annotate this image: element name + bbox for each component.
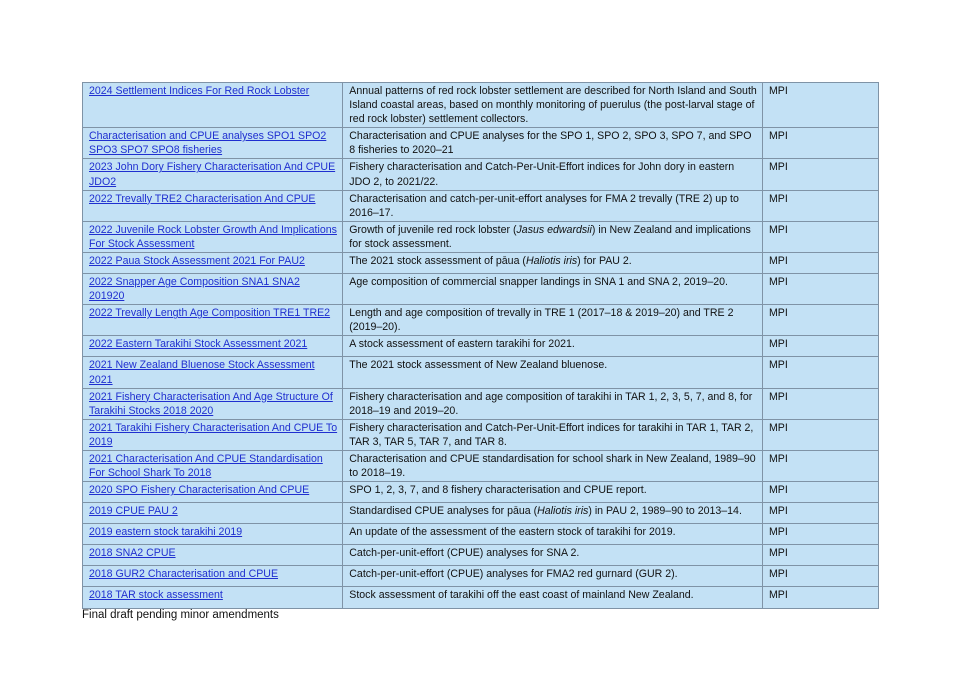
report-link[interactable]: 2022 Paua Stock Assessment 2021 For PAU2 xyxy=(89,255,305,268)
description-text: Fishery characterisation and Catch-Per-Unit-Effort indices for John dory in eastern JDO 2, to 2021/22. xyxy=(349,161,735,188)
report-org-cell: MPI xyxy=(762,388,878,419)
report-org-cell: MPI xyxy=(762,128,878,159)
table-row xyxy=(83,388,879,419)
table-row xyxy=(83,357,879,388)
description-text: Stock assessment of tarakihi off the east coast of mainland New Zealand. xyxy=(349,589,694,602)
report-title-cell xyxy=(83,274,343,305)
report-link[interactable]: 2021 Fishery Characterisation And Age Structure Of Tarakihi Stocks 2018 2020 xyxy=(89,390,333,417)
description-text: Standardised CPUE analyses for pāua ( xyxy=(349,505,538,518)
description-text: Characterisation and CPUE standardisation for school shark in New Zealand, 1989–90 to 2018–19. xyxy=(349,452,756,480)
report-description-cell xyxy=(343,305,763,336)
reports-table xyxy=(82,82,879,609)
description-text: An update of the assessment of the eastern stock of tarakihi for 2019. xyxy=(349,526,676,539)
report-link[interactable]: 2020 SPO Fishery Characterisation And CPUE xyxy=(89,484,310,497)
species-name: Haliotis iris xyxy=(525,255,578,268)
report-org-cell: MPI xyxy=(762,83,878,128)
report-org-cell: MPI xyxy=(762,545,878,566)
report-title-cell xyxy=(83,524,343,545)
table-row xyxy=(83,128,879,159)
report-link[interactable]: 2021 Tarakihi Fishery Characterisation And CPUE To 2019 xyxy=(89,421,338,448)
report-org-cell: MPI xyxy=(762,419,878,450)
table-row xyxy=(83,159,879,190)
report-link[interactable]: 2023 John Dory Fishery Characterisation And CPUE JDO2 xyxy=(89,161,336,188)
description-text: ) in New Zealand and implications for stock assessment. xyxy=(349,223,751,250)
report-description-cell xyxy=(343,253,763,274)
report-title-cell xyxy=(83,357,343,388)
report-description-cell xyxy=(343,388,763,419)
species-name: Haliotis iris xyxy=(537,505,589,518)
table-row xyxy=(83,545,879,566)
description-text: The 2021 stock assessment of pāua ( xyxy=(349,255,526,268)
report-description-cell xyxy=(343,566,763,587)
table-row xyxy=(83,524,879,545)
description-text: Age composition of commercial snapper landings in SNA 1 and SNA 2, 2019–20. xyxy=(349,276,728,289)
description-text: Growth of juvenile red rock lobster ( xyxy=(349,223,517,236)
report-description-cell xyxy=(343,274,763,305)
description-text: Catch-per-unit-effort (CPUE) analyses for FMA2 red gurnard (GUR 2). xyxy=(349,568,678,581)
report-description-cell xyxy=(343,545,763,566)
report-title-cell xyxy=(83,221,343,252)
report-title-cell xyxy=(83,190,343,221)
report-org-cell: MPI xyxy=(762,450,878,481)
report-title-cell xyxy=(83,503,343,524)
description-text: The 2021 stock assessment of New Zealand bluenose. xyxy=(349,359,608,372)
report-link[interactable]: 2018 SNA2 CPUE xyxy=(89,547,176,560)
report-link[interactable]: 2022 Trevally Length Age Composition TRE1 TRE2 xyxy=(89,307,331,320)
table-row xyxy=(83,190,879,221)
description-text: Characterisation and CPUE analyses for the SPO 1, SPO 2, SPO 3, SPO 7, and SPO 8 fisheries to 2020–21 xyxy=(349,130,752,157)
report-title-cell xyxy=(83,388,343,419)
report-link[interactable]: 2019 CPUE PAU 2 xyxy=(89,505,178,518)
report-title-cell xyxy=(83,482,343,503)
description-text: Characterisation and catch-per-unit-effort analyses for FMA 2 trevally (TRE 2) up to 2016–17. xyxy=(349,192,739,219)
report-link[interactable]: 2022 Trevally TRE2 Characterisation And CPUE xyxy=(89,192,316,205)
table-row xyxy=(83,450,879,481)
report-description-cell xyxy=(343,524,763,545)
report-title-cell xyxy=(83,83,343,128)
report-org-cell: MPI xyxy=(762,159,878,190)
report-link[interactable]: 2021 Characterisation And CPUE Standardisation For School Shark To 2018 xyxy=(89,452,323,480)
report-description-cell xyxy=(343,159,763,190)
report-org-cell: MPI xyxy=(762,566,878,587)
report-description-cell xyxy=(343,450,763,481)
footer-note: Final draft pending minor amendments xyxy=(82,609,279,621)
report-link[interactable]: 2024 Settlement Indices For Red Rock Lobster xyxy=(89,85,310,97)
description-text: SPO 1, 2, 3, 7, and 8 fishery characterisation and CPUE report. xyxy=(349,484,647,497)
report-title-cell xyxy=(83,545,343,566)
description-text: ) in PAU 2, 1989–90 to 2013–14. xyxy=(588,505,742,518)
table-row xyxy=(83,566,879,587)
report-org-cell: MPI xyxy=(762,221,878,252)
report-description-cell xyxy=(343,336,763,357)
report-title-cell xyxy=(83,336,343,357)
species-name: Jasus edwardsii xyxy=(516,223,592,236)
description-text: Length and age composition of trevally in TRE 1 (2017–18 & 2019–20) and TRE 2 (2019–20). xyxy=(349,307,734,334)
report-org-cell: MPI xyxy=(762,336,878,357)
table-row xyxy=(83,253,879,274)
report-org-cell: MPI xyxy=(762,305,878,336)
report-link[interactable]: 2022 Snapper Age Composition SNA1 SNA2 201920 xyxy=(89,276,300,303)
table-row xyxy=(83,336,879,357)
report-description-cell xyxy=(343,482,763,503)
report-org-cell: MPI xyxy=(762,190,878,221)
report-description-cell xyxy=(343,503,763,524)
table-row xyxy=(83,419,879,450)
table-row xyxy=(83,221,879,252)
table-row xyxy=(83,587,879,609)
report-title-cell xyxy=(83,159,343,190)
report-org-cell: MPI xyxy=(762,274,878,305)
report-link[interactable]: 2018 TAR stock assessment xyxy=(89,589,223,602)
report-description-cell xyxy=(343,190,763,221)
report-link[interactable]: 2022 Juvenile Rock Lobster Growth And Implications For Stock Assessment xyxy=(89,223,337,250)
report-title-cell xyxy=(83,305,343,336)
description-text: ) for PAU 2. xyxy=(577,255,632,268)
report-link[interactable]: 2021 New Zealand Bluenose Stock Assessment 2021 xyxy=(89,359,315,386)
report-title-cell xyxy=(83,128,343,159)
report-org-cell: MPI xyxy=(762,482,878,503)
report-title-cell xyxy=(83,419,343,450)
report-description-cell xyxy=(343,357,763,388)
description-text: Fishery characterisation and Catch-Per-Unit-Effort indices for tarakihi in TAR 1, TAR 2, TAR 3, TAR 5, TAR 7, and TAR 8. xyxy=(349,421,754,448)
table-row xyxy=(83,503,879,524)
report-org-cell: MPI xyxy=(762,587,878,609)
report-org-cell: MPI xyxy=(762,503,878,524)
report-link[interactable]: Characterisation and CPUE analyses SPO1 SPO2 SPO3 SPO7 SPO8 fisheries xyxy=(89,130,327,157)
table-row xyxy=(83,83,879,128)
report-description-cell xyxy=(343,587,763,609)
table-row xyxy=(83,274,879,305)
report-description-cell xyxy=(343,419,763,450)
report-description-cell xyxy=(343,221,763,252)
report-link[interactable]: 2018 GUR2 Characterisation and CPUE xyxy=(89,568,279,581)
report-org-cell: MPI xyxy=(762,253,878,274)
description-text: Annual patterns of red rock lobster settlement are described for North Island and South Island coastal areas, based on monthly monitoring of puerulus (the post-larval stage of red rock lobster) settlement collectors. xyxy=(349,85,757,126)
report-org-cell: MPI xyxy=(762,357,878,388)
table-row xyxy=(83,305,879,336)
report-link[interactable]: 2019 eastern stock tarakihi 2019 xyxy=(89,526,243,539)
description-text: Catch-per-unit-effort (CPUE) analyses for SNA 2. xyxy=(349,547,580,560)
report-title-cell xyxy=(83,587,343,609)
report-title-cell xyxy=(83,253,343,274)
table-row xyxy=(83,482,879,503)
report-title-cell xyxy=(83,450,343,481)
reports-table-body xyxy=(83,83,879,609)
report-org-cell: MPI xyxy=(762,524,878,545)
report-description-cell xyxy=(343,83,763,128)
description-text: Fishery characterisation and age composition of tarakihi in TAR 1, 2, 3, 5, 7, and 8, for 2018–19 and 2019–20. xyxy=(349,390,753,417)
report-title-cell xyxy=(83,566,343,587)
report-description-cell xyxy=(343,128,763,159)
report-link[interactable]: 2022 Eastern Tarakihi Stock Assessment 2021 xyxy=(89,338,308,351)
description-text: A stock assessment of eastern tarakihi for 2021. xyxy=(349,338,575,351)
